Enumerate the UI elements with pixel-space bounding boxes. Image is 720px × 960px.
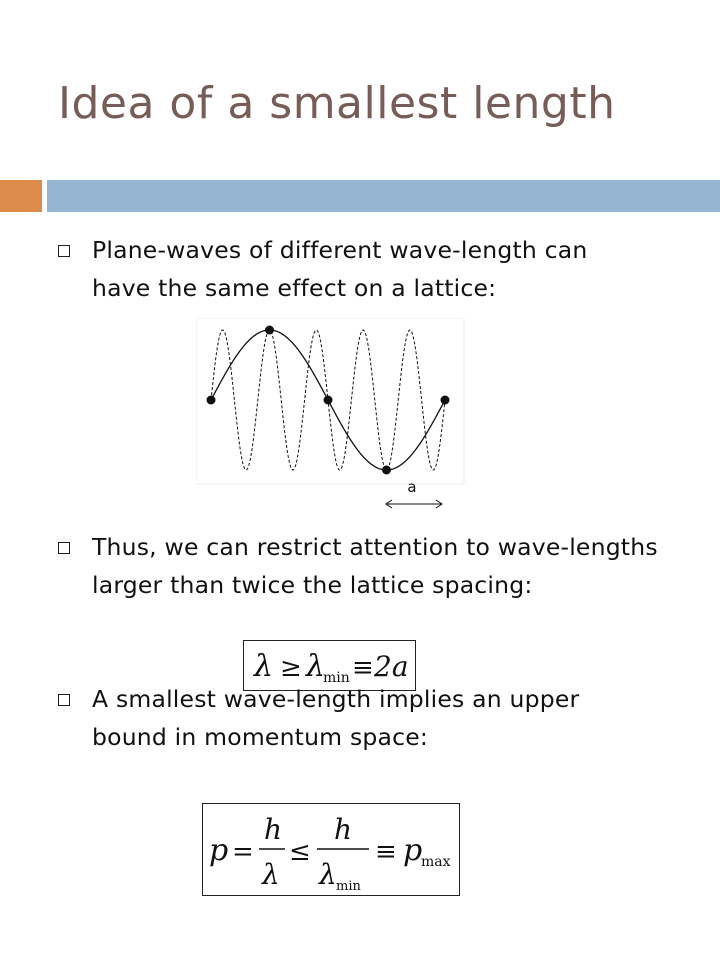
lattice-point	[265, 326, 274, 335]
spacing-label: a	[407, 478, 417, 496]
bullet-text: have the same effect on a lattice:	[92, 274, 497, 302]
eq-lambda-min: λ	[306, 649, 326, 684]
eq-max-subscript: max	[421, 854, 451, 870]
eq-geq: ≥	[280, 653, 302, 683]
lattice-point	[382, 466, 391, 475]
bullet-square-icon	[58, 542, 70, 554]
bullet-text: Thus, we can restrict attention to wave-lengths	[92, 533, 658, 561]
accent-bar-orange	[0, 180, 42, 212]
bullet-smallest-wavelength	[92, 680, 579, 756]
eq-leq: ≤	[289, 837, 311, 867]
eq-p: p	[209, 833, 229, 868]
eq-lambda: λ	[262, 858, 280, 891]
eq-lambda-min: λ	[319, 858, 337, 891]
eq-equiv: ≡	[375, 837, 397, 867]
bullet-square-icon	[58, 245, 70, 257]
eq-equiv: ≡	[352, 653, 374, 683]
bullet-plane-waves	[92, 231, 587, 307]
eq-h-numerator: h	[334, 813, 353, 846]
eq-min-subscript: min	[336, 879, 361, 894]
eq-min-subscript: min	[323, 670, 350, 686]
bullet-restrict-wavelengths	[92, 528, 658, 604]
bullet-text: Plane-waves of different wave-length can	[92, 236, 588, 264]
lattice-point	[207, 396, 216, 405]
equation-p-max	[202, 803, 460, 896]
lattice-point	[324, 396, 333, 405]
lattice-point	[441, 396, 450, 405]
lattice-wave-figure	[196, 318, 466, 518]
eq-p-max: p	[403, 833, 423, 868]
eq-rhs: 2a	[374, 650, 409, 683]
eq-equals: =	[232, 837, 254, 867]
eq-lambda: λ	[254, 649, 274, 684]
eq-h-numerator: h	[264, 813, 283, 846]
bullet-text: A smallest wave-length implies an upper	[92, 685, 580, 713]
bullet-text: larger than twice the lattice spacing:	[92, 571, 533, 599]
slide-title: Idea of a smallest length	[58, 78, 616, 129]
accent-bar-blue	[47, 180, 720, 212]
bullet-text: bound in momentum space:	[92, 723, 429, 751]
bullet-square-icon	[58, 694, 70, 706]
